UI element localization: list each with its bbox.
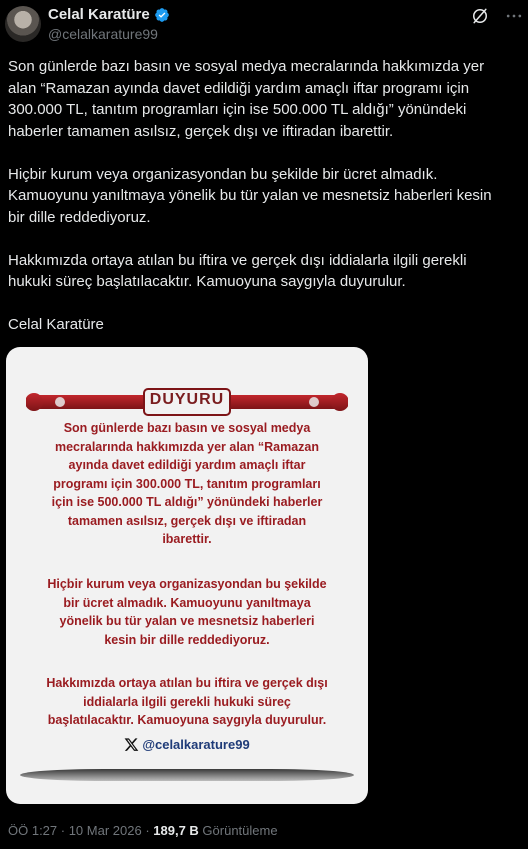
image-handle-row [6, 737, 368, 752]
author-name[interactable]: Celal Karatüre [48, 6, 150, 23]
tweet-meta [8, 823, 278, 838]
author-name-row [48, 6, 170, 23]
tweet-date[interactable]: 10 Mar 2026 [68, 823, 142, 838]
verified-badge-icon [154, 7, 170, 23]
views-label: Görüntüleme [198, 823, 278, 838]
author-handle[interactable]: @celalkarature99 [48, 26, 158, 42]
avatar[interactable] [5, 6, 41, 42]
meta-separator-2: · [141, 823, 154, 838]
image-bottom-shadow [20, 769, 354, 781]
more-options-icon[interactable] [504, 6, 524, 26]
x-logo-icon [124, 737, 139, 752]
tweet-paragraph-3: Hakkımızda ortaya atılan bu iftira ve gerçek dışı iddialarla ilgili gerekli hukuki süreç başlatılacaktır. Kamuoyuna saygıyla duyurulur. [8, 251, 467, 290]
meta-separator: · [57, 823, 69, 838]
tweet-signature: Celal Karatüre [8, 316, 104, 333]
view-count: 189,7 B [153, 823, 199, 838]
notice-paragraph-3: Hakkımızda ortaya atılan bu iftira ve gerçek dışı iddialarla ilgili gerekli hukuki süreç başlatılacaktır. Kamuoyuna saygıyla duyurulur. [46, 676, 328, 727]
notice-paragraph-2: Hiçbir kurum veya organizasyondan bu şekilde bir ücret almadık. Kamuoyunu yanıltmaya yönelik bu tür yalan ve mesnetsiz haberleri kesin bir dille reddediyoruz. [47, 577, 327, 647]
tweet-text [8, 56, 520, 336]
tweet-time[interactable]: ÖÖ 1:27 [8, 823, 58, 838]
grok-icon[interactable] [470, 6, 490, 26]
tweet-header [0, 0, 528, 52]
image-x-handle: @celalkarature99 [142, 737, 250, 752]
notice-paragraph-1: Son günlerde bazı basın ve sosyal medya mecralarında hakkımızda yer alan “Ramazan ayında davet edildiği yardım amaçlı iftar programı için 300.000 TL, tanıtım programları için ise 500.000 TL aldığı” yönündeki haberler tamamen asılsız, gerçek dışı ve iftiradan ibarettir. [51, 421, 323, 546]
tweet-paragraph-1: Son günlerde bazı basın ve sosyal medya mecralarında hakkımızda yer alan “Ramazan ayında davet edildiği yardım amaçlı iftar programı için 300.000 TL, tanıtım programları için ise 500.000 TL aldığı” yönündeki haberler tamamen asılsız, gerçek dışı ve iftiradan ibarettir. [8, 58, 485, 140]
tweet-paragraph-2: Hiçbir kurum veya organizasyondan bu şekilde bir ücret almadık. Kamuoyunu yanıltmaya yönelik bu tür yalan ve mesnetsiz haberleri kesin bir dille reddediyoruz. [8, 165, 492, 226]
tweet-image[interactable] [6, 347, 368, 804]
duyuru-title: DUYURU [149, 391, 225, 408]
